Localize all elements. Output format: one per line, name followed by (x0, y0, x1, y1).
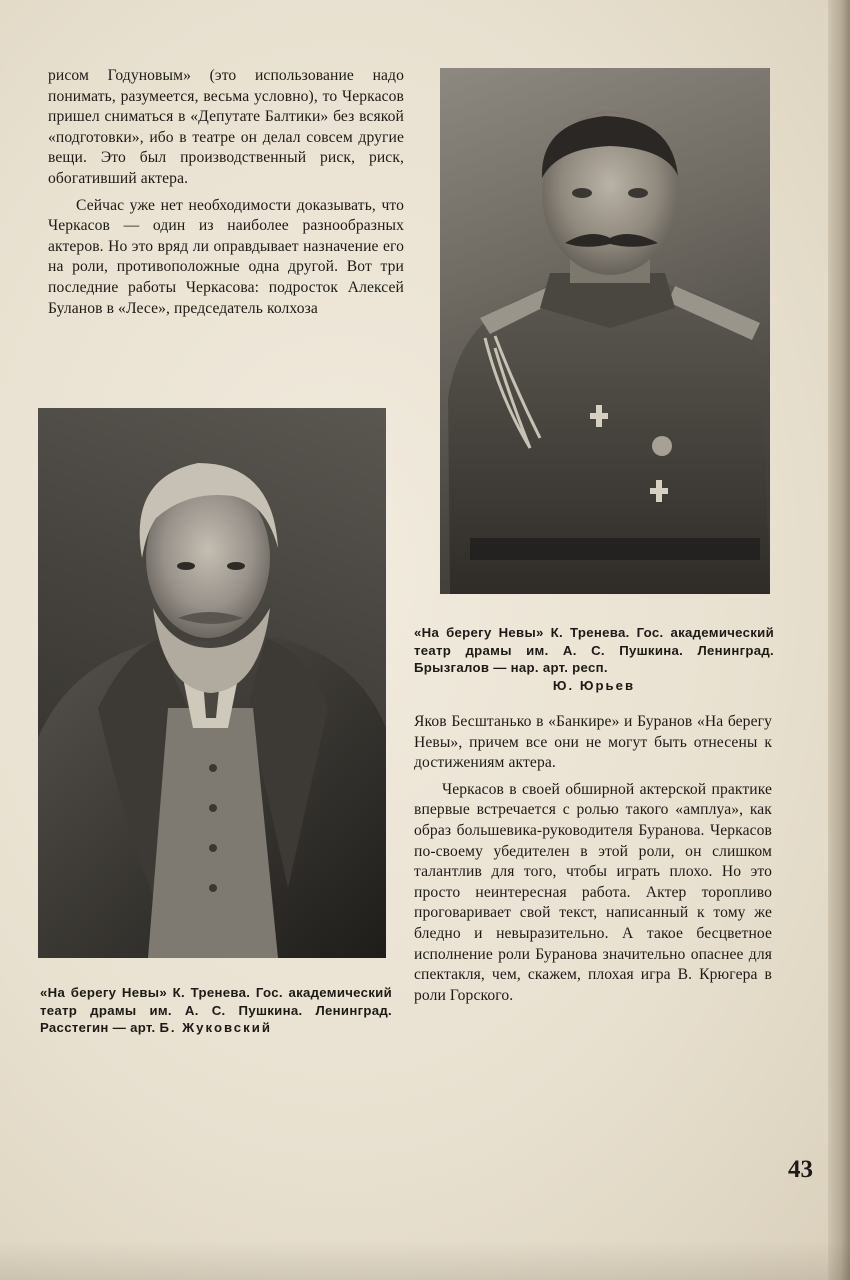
caption-text: «На берегу Невы» К. Тренева. Гос. академический театр драмы им. А. С. Пушкина. Ленинград. Расстегин — арт. (40, 985, 392, 1036)
caption-author: Ю. Юрьев (552, 677, 636, 693)
photo-caption-right (414, 624, 774, 694)
caption-author: Б. Жуковский (159, 1020, 272, 1036)
article-paragraph: Сейчас уже нет необходимости доказывать, что Черкасов — один из наиболее разнообразных актеров. Но это вряд ли оправдывает назначение его на роли, противоположные одна другой. Вот три последние работы Черкасова: подросток Алексей Буланов в «Лесе», председатель колхоза (48, 196, 404, 317)
page-number: 43 (788, 1156, 813, 1183)
article-paragraph: рисом Годуновым» (это использование надо понимать, разумеется, весьма условно), то Черкасов пришел сниматься в «Депутате Балтики» без всякой «подготовки», ибо в театре он делал совсем другие вещи. Это был производственный риск, риск, обогативший актера. (48, 67, 404, 187)
article-paragraph: Черкасов в своей обширной актерской практике впервые встречается с ролью такого «амплуа», как образ большевика-руководителя Буранова. Черкасов по-своему убедителен в этой роли, он слишком талантлив для того, чтобы играть плохо. Но это просто неинтересная работа. Актер торопливо проговаривает свой текст, написанный к тому же бледно и невыразительно. А такое бесцветное исполнение роли Буранова значительно опаснее для спектакля, чем, скажем, плохая игра В. Крюгера в роли Горского. (414, 780, 772, 1004)
page-edge (828, 0, 850, 1280)
article-column-right (414, 712, 772, 1006)
photo-zhukovsky-rasstegin (38, 408, 386, 958)
article-paragraph: Яков Бесштанько в «Банкире» и Буранов «На берегу Невы», причем все они не могут быть отнесены к достижениям актера. (414, 713, 772, 772)
photo-yuriev-bryzgalov (440, 68, 770, 594)
article-column-left (48, 66, 404, 319)
page-shadow (0, 1240, 850, 1280)
photo-caption-left (40, 984, 392, 1037)
caption-text: «На берегу Невы» К. Тренева. Гос. академический театр драмы им. А. С. Пушкина. Ленинград. Брызгалов — нар. арт. респ. (414, 625, 774, 676)
